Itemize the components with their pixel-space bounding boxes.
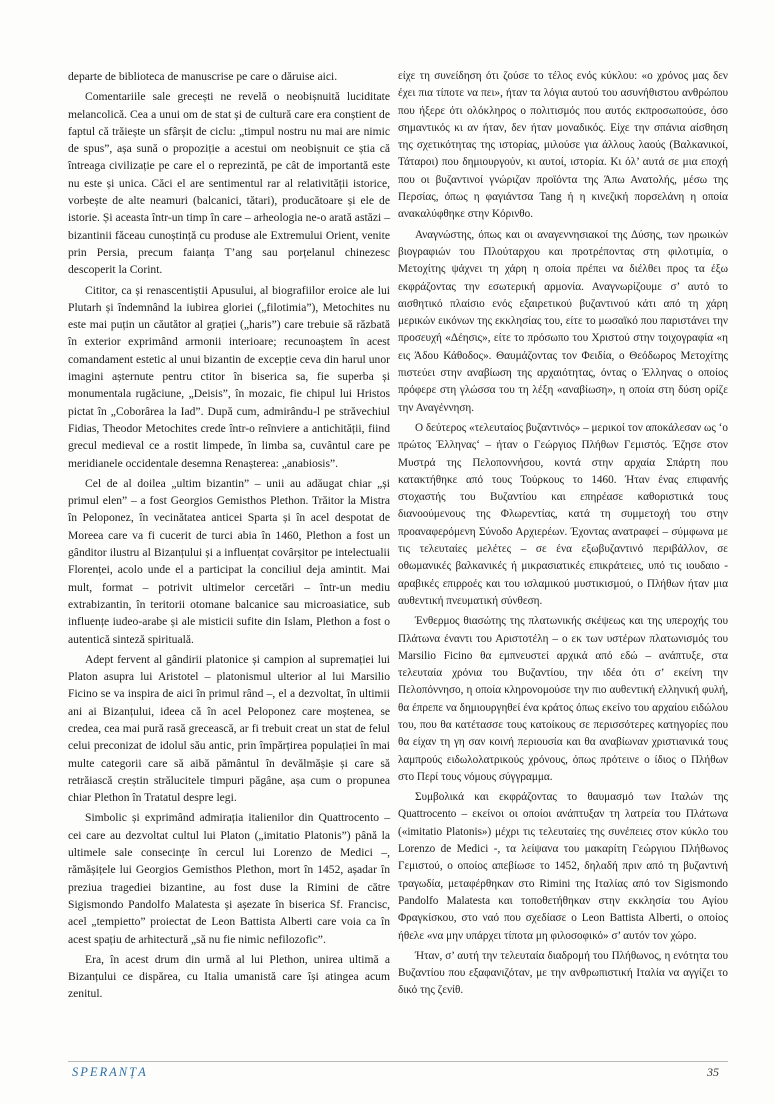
page-number: 35	[707, 1065, 719, 1079]
footer-divider	[68, 1061, 728, 1062]
paragraph-el-4: Ένθερμος θιασώτης της πλατωνικής σκέψεως και της υπεροχής του Πλάτωνα έναντι του Αριστοτέλη – ο εκ των υστέρων πλατωνισμός του Marsilio Ficino θα εμπνευστεί αρχικά από εδώ – ανάπτυξε, στα τελευταία χρόνια του Βυζαντίου, την ιδέα ότι σ’ εκείνη την Πελοπόννησο, η οποία κληρονομούσε την πιο αυθεντική ελληνική φυλή, θα έπρεπε να δημιουργηθεί ένα κράτος όπως εκείνο του αρχαίου ειδώλου του, που θα κατέτασσε τους κατοίκους σε περισσότερες κατηγορίες που θα είχαν τη γη σαν κοινή περιουσία και θα αναβίωναν χριστιανικά τους λαμπρούς ειδωλολατρικούς χρόνους, όπως πρότεινε ο ίδιος ο Πλήθων στο Περί τους νόμους σύγγραμμα.	[398, 615, 728, 783]
magazine-title: SPERANȚA	[72, 1065, 148, 1079]
paragraph-ro-6: Simbolic și exprimând admirația italienilor din Quattrocento – cei care au dezvoltat cultul lui Platon („imitatio Platonis”) până la ultimele sale consecințe în cercul lui Lorenzo de Medici –, rămășițele lui Georgios Gemisthos Plethon, mort în 1452, așadar în preziua tragediei bizantine, au fost duse la Rimini de către Sigismondo Pandolfo Malatesta și așezate în biserica Sf. Francisc, acel „tempietto” proiectat de Leon Battista Alberti care voia ca în acest spațiu de arhitectură „să nu fie nimic nefilozofic”.	[68, 811, 390, 946]
romanian-column	[68, 68, 390, 1006]
paragraph-ro-1: departe de biblioteca de manuscrise pe care o dăruise aici.	[68, 70, 338, 83]
paragraph-ro-5: Adept fervent al gândirii platonice și campion al supremației lui Platon asupra lui Aristotel – platonismul ulterior al lui Marsilio Ficino se va inspira de aici în primul rând –, el a dezvoltat, în ultimii ani ai Bizanțului, ideea că în acel Peloponez care moștenea, se credea, cea mai pură rasă grecească, ar fi trebuit creat un stat de felul celui preconizat de idolul său antic, prin împărțirea populației în mai multe categorii care să aibă pământul în devălmășie și care să retrăiască creștin strălucitele timpuri păgâne, așa cum o propunea chiar Plethon în Tratatul despre legi.	[68, 652, 390, 805]
paragraph-ro-2: Comentariile sale grecești ne revelă o neobișnuită luciditate melancolică. Cea a unui om de stat și de cultură care era conștient de faptul că trăiește un sfârșit de ciclu: „timpul nostru nu mai are nimic de spus”, așa sună o propoziție a acestui om neobișnuit ce știa că întreaga civilizație pe care el o reprezintă, pe cât de importantă este nu este și unica. Căci el are sentimentul rar al relativității istorice, vorbește de alte neamuri (balcanici, tătari), producătoare și ele de istorie. Și aceasta într-un timp în care – arheologia ne-o arată astăzi – bizantinii făceau cunoștință cu produse ale Extremului Orient, venite prin Persia, precum faianța T’ang sau porțelanul chinezesc descoperit la Corint.	[68, 90, 390, 277]
paragraph-ro-7: Era, în acest drum din urmă al lui Plethon, unirea ultimă a Bizanțului ce dispărea, cu Italia umanistă care își atingea acum zenitul.	[68, 952, 390, 1001]
paragraph-el-5: Συμβολικά και εκφράζοντας το θαυμασμό των Ιταλών της Quattrocento – εκείνοι οι οποίοι ανάπτυξαν τη λατρεία του Πλάτωνα («imitatio Platonis») μέχρι τις τελευταίες της συνέπειες στον κύκλο του Lorenzo de Medici -, τα λείψανα του μακαρίτη Γεώργιου Πλήθωνος Γεμιστού, ο οποίος απεβίωσε το 1452, δηλαδή πριν από τη βυζαντινή τραγωδία, μεταφέρθηκαν στο Rimini της Ιταλίας από τον Sigismondo Pandolfo Malatesta και τοποθετήθηκαν στην εκκλησία του Αγίου Φραγκίσκου, στο ναό που σχεδίασε ο Leon Battista Alberti, ο οποίος ήθελε «να μην υπάρχει τίποτα μη φιλοσοφικό» σ’ αυτόν τον χώρο.	[398, 791, 728, 942]
paragraph-el-2: Αναγνώστης, όπως και οι αναγεννησιακοί της Δύσης, των ηρωικών βιογραφιών του Πλούταρχου και προτρέποντας στη φιλοτιμία, ο Μετοχίτης ψάχνει τη χάρη η οποία πρέπει να διέλθει προς τα έξω εκφράζοντας την εσωτερική αρμονία. Αναγνωρίζουμε σ’ αυτό το αισθητικό πλαίσιο ενός εξαιρετικού βυζαντινού κάτι από τη χάρη μερικών εικόνων της εκκλησίας του, είτε το μωσαϊκό που παριστάνει την προσευχή «Δέησις», είτε το πρόσωπο του Χριστού στην τοιχογραφία «η εις Άδου Κάθοδος». Θαυμάζοντας τον Φειδία, ο Θεόδωρος Μετοχίτης πιστεύει στην αναβίωση της αρχαιότητας, όντας ο Έλληνας ο οποίος πρόφερε στη γλώσσα του τη λέξη «αναβίωση», η οποία στη δύση ορίζε την Αναγέννηση.	[398, 228, 728, 414]
paragraph-ro-4: Cel de al doilea „ultim bizantin” – unii au adăugat chiar „și primul elen” – a fost Georgios Gemisthos Plethon. Trăitor la Mistra în Peloponez, în vecinătatea anticei Sparta și în acel despotat de Moreea care va fi cucerit de turci abia în 1460, Plethon a fost un gânditor ilustru al Bizanțului și a influențat covârșitor pe intelectualii Florenței, acolo unde el a participat la conciliul deja amintit. Mai mult, format – potrivit ultimelor cercetări – într-un mediu extrabizantin, în teritorii otomane balcanice sau microasiatice, sub influențe iudeo-arabe și ale misticii sufite din Islam, Plethon a fost o autentică sinteză spirituală.	[68, 476, 390, 646]
greek-column	[398, 68, 728, 1003]
paragraph-el-3: Ο δεύτερος «τελευταίος βυζαντινός» – μερικοί τον αποκάλεσαν ως ‘ο πρώτος Έλληνας‘ – ήταν ο Γεώργιος Πλήθων Γεμιστός. Έζησε στον Μυστρά της Πελοποννήσου, κοντά στην αρχαία Σπάρτη που κατακτήθηκε από τους Τούρκους το 1460. Ήταν ένας επιφανής στοχαστής του Βυζαντίου και επηρέασε καθοριστικά τους διανοούμενους της Φλωρεντίας, κατά τη συμμετοχή του στην προαναφερόμενη Σύνοδο Αρχιερέων. Έχοντας ανατραφεί – σύμφωνα με τις τελευταίες μελέτες – σε ένα εξωβυζαντινό περιβάλλον, σε οθωμανικές βαλκανικές ή μικρασιατικές επικράτειες, υπό τις ιουδαιο - αραβικές επιρροές και του ισλαμικού μυστικισμού, ο Πλήθων ήταν μια αυθεντική πνευματική σύνθεση.	[398, 421, 728, 607]
paragraph-el-6: Ήταν, σ’ αυτή την τελευταία διαδρομή του Πλήθωνος, η ενότητα του Βυζαντίου που εξαφανιζόταν, με την ανθρωπιστική Ιταλία να αγγίζει το δικό της ζενίθ.	[398, 949, 728, 997]
paragraph-ro-3: Cititor, ca și renascentiștii Apusului, al biografiilor eroice ale lui Plutarh și îndemnând la iubirea gloriei („filotimia”), Metochites nu este mai puțin un căutător al grației („haris”) care trebuie să răzbată în exterior exprimând armonii interioare; recunoaștem în acest comandament estetic al unui bizantin de excepție ceva din harul unor imagini așternute pentru ctitor în biserica sa, fie superba și monumentala rugăciune, „Deisis”, în mozaic, fie chipul lui Hristos pictat în „Coborârea la Iad”. După cum, admirându-l pe străvechiul Fidias, Theodor Metochites crede într-o reînviere a antichității, fiind grecul medieval ce a rostit limpede, în limba sa, cuvântul care pe meridianele occidentale desemna Renașterea: „anabiosis”.	[68, 283, 390, 470]
paragraph-el-1: είχε τη συνείδηση ότι ζούσε το τέλος ενός κύκλου: «ο χρόνος μας δεν έχει πια τίποτε να πει», ήταν τα λόγια αυτού του ασυνήθιστου ανθρώπου που ήξερε ότι ολόκληρος ο πολιτισμός που αυτός εκπροσωπούσε, όσο σημαντικός κι αν ήταν, δεν ήταν μοναδικός. Είχε την σπάνια αίσθηση της σχετικότητας της ιστορίας, μιλούσε για άλλους λαούς (Βαλκανικοί, Τάταροι) που δημιουργούν, κι αυτοί, ιστορία. Κι όλ’ αυτά σε μια εποχή που οι βυζαντινοί γνώριζαν προϊόντα της Άπω Ανατολής, μέσω της Περσίας, όπως η φαγιάντσα Tang ή η κινεζική πορσελάνη η οποία ανακαλύφθηκε στην Κόρινθο.	[398, 70, 728, 221]
